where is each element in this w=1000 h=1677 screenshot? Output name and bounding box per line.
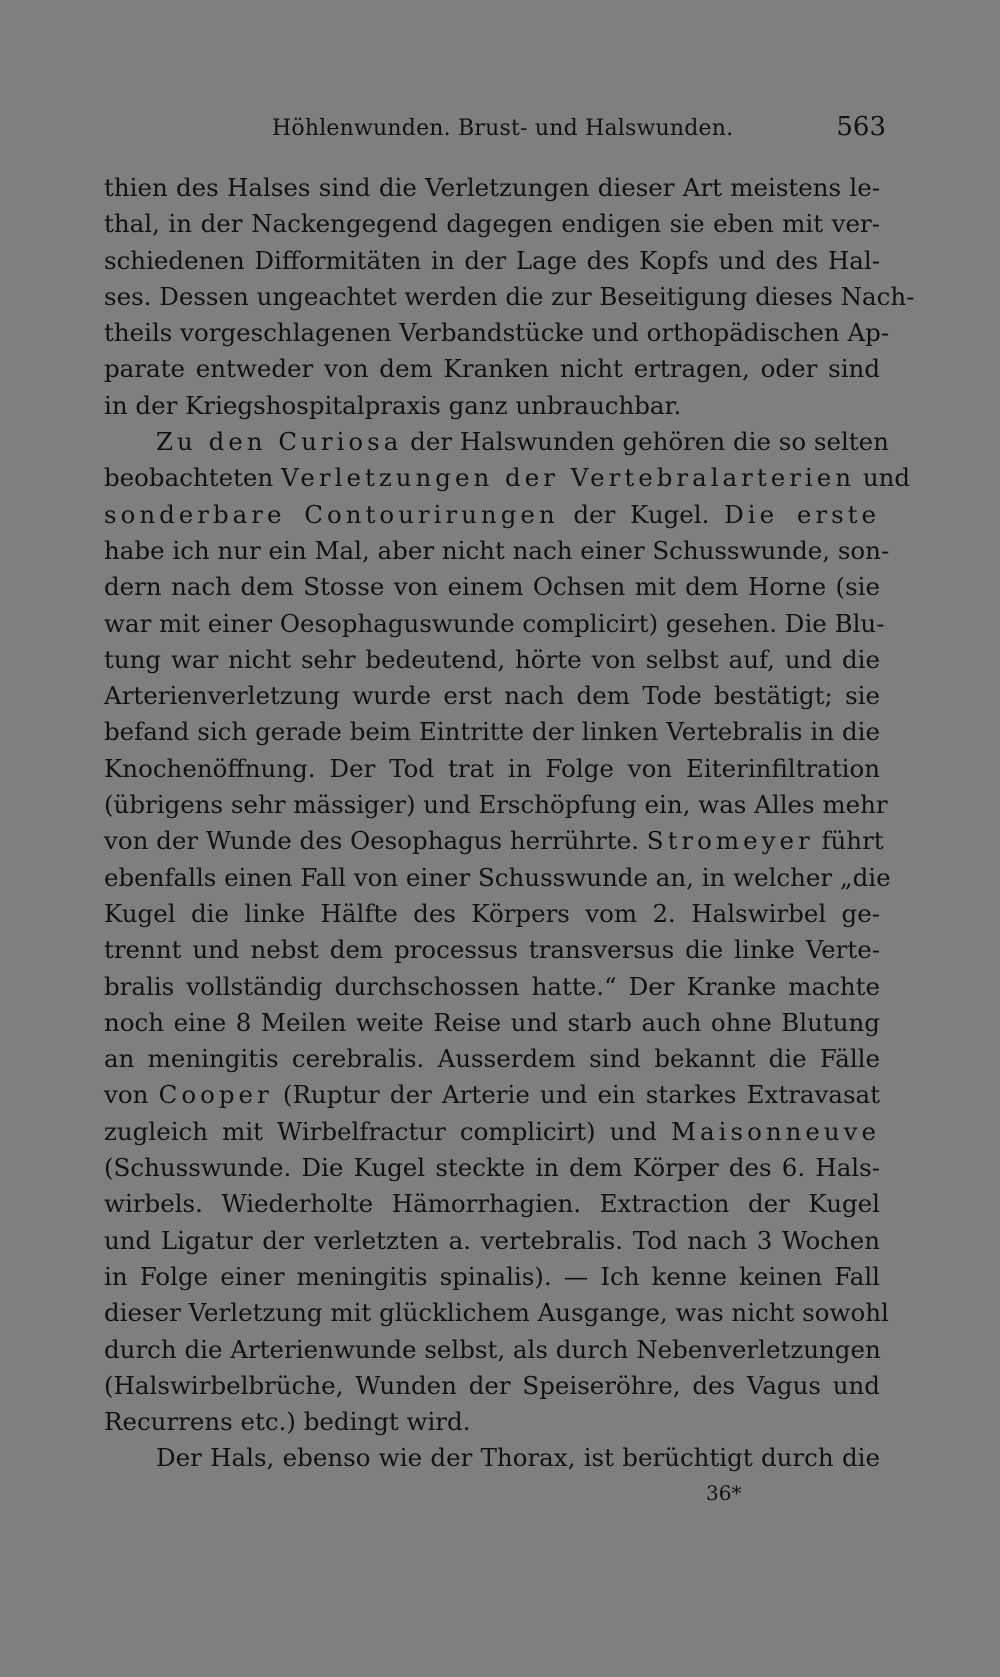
- text-run: ebenfalls einen Fall von einer Schusswunde an, in welcher „die: [104, 862, 891, 892]
- text-run: beobachteten: [104, 463, 281, 493]
- text-run: (Schusswunde. Die Kugel steckte in dem Körper des 6. Hals-: [104, 1153, 880, 1183]
- text-line: [104, 860, 891, 896]
- text-run: der Halswunden gehören die so selten: [402, 427, 889, 457]
- spaced-emphasis: Die erste: [724, 499, 880, 529]
- text-run: durch die Arterienwunde selbst, als durch Nebenverletzungen: [104, 1334, 881, 1364]
- text-line: [104, 1332, 880, 1368]
- text-line: [104, 1041, 880, 1077]
- text-line: [104, 460, 911, 496]
- text-line: [104, 932, 880, 968]
- text-line: [104, 1295, 889, 1331]
- text-run: thal, in der Nackengegend dagegen endigen sie eben mit ver-: [104, 209, 880, 239]
- text-run: Der Hals, ebenso wie der Thorax, ist berüchtigt durch die: [156, 1443, 880, 1473]
- text-run: parate entweder von dem Kranken nicht ertragen, oder sind: [104, 354, 880, 384]
- text-line: [104, 351, 880, 387]
- text-line: [104, 823, 884, 859]
- text-line: [104, 1368, 880, 1404]
- text-line: [104, 787, 888, 823]
- signature-mark: 36*: [706, 1481, 742, 1505]
- text-run: war mit einer Oesophaguswunde complicirt) gesehen. Die Blu-: [104, 608, 885, 638]
- text-run: in Folge einer meningitis spinalis). — Ich kenne keinen Fall: [104, 1261, 880, 1291]
- page-number: 563: [836, 112, 886, 142]
- text-run: und: [855, 463, 911, 493]
- text-run: ses. Dessen ungeachtet werden die zur Beseitigung dieses Nach-: [104, 281, 915, 311]
- text-line: [104, 170, 880, 206]
- text-run: Knochenöffnung. Der Tod trat in Folge von Eiterinfiltration: [104, 753, 880, 783]
- text-line: [104, 1114, 880, 1150]
- text-line: [104, 1186, 880, 1222]
- text-line: [104, 1150, 880, 1186]
- spaced-emphasis: Maisonneuve: [670, 1116, 880, 1146]
- spaced-emphasis: Zu den Curiosa: [156, 427, 403, 457]
- text-run: an meningitis cerebralis. Ausserdem sind bekannt die Fälle: [104, 1044, 880, 1074]
- text-run: von der Wunde des Oesophagus herrührte.: [104, 826, 647, 856]
- text-line: [104, 751, 880, 787]
- text-run: dieser Verletzung mit glücklichem Ausgange, was nicht sowohl: [104, 1298, 889, 1328]
- text-line: [104, 969, 880, 1005]
- spaced-emphasis: Stromeyer: [646, 826, 814, 856]
- text-run: noch eine 8 Meilen weite Reise und starb auch ohne Blutung: [104, 1007, 880, 1037]
- text-line: [104, 206, 880, 242]
- text-run: führt: [813, 826, 884, 856]
- text-run: zugleich mit Wirbelfractur complicirt) und: [104, 1116, 671, 1146]
- text-line: [104, 606, 885, 642]
- text-line: [104, 315, 890, 351]
- spaced-emphasis: Cooper: [158, 1080, 273, 1110]
- text-line: [104, 533, 890, 569]
- text-run: bralis vollständig durchschossen hatte.“ Der Kranke machte: [104, 971, 880, 1001]
- text-run: thien des Halses sind die Verletzungen dieser Art meistens le-: [104, 173, 880, 202]
- text-run: tung war nicht sehr bedeutend, hörte von selbst auf, und die: [104, 644, 880, 674]
- text-run: (Halswirbelbrüche, Wunden der Speiseröhre, des Vagus und: [104, 1370, 880, 1400]
- text-run: und Ligatur der verletzten a. vertebralis. Tod nach 3 Wochen: [104, 1225, 880, 1255]
- text-line: [104, 388, 880, 424]
- text-run: habe ich nur ein Mal, aber nicht nach einer Schusswunde, son-: [104, 535, 890, 565]
- text-run: wirbels. Wiederholte Hämorrhagien. Extraction der Kugel: [104, 1189, 880, 1219]
- text-run: trennt und nebst dem processus transversus die linke Verte-: [104, 935, 880, 965]
- running-head: [106, 112, 886, 148]
- text-line: [104, 642, 880, 678]
- text-run: befand sich gerade beim Eintritte der linken Vertebralis in die: [104, 717, 880, 747]
- text-line: [104, 243, 880, 279]
- text-line: [104, 569, 880, 605]
- text-run: der Kugel.: [558, 499, 725, 529]
- text-line: [104, 678, 880, 714]
- text-line: [104, 1259, 880, 1295]
- text-line: [104, 1077, 880, 1113]
- spaced-emphasis: Verletzungen der Vertebralarterien: [280, 463, 856, 493]
- running-title: Höhlenwunden. Brust- und Halswunden.: [272, 116, 734, 141]
- text-run: (übrigens sehr mässiger) und Erschöpfung ein, was Alles mehr: [104, 790, 888, 820]
- text-line: [104, 424, 889, 460]
- text-line: [104, 279, 915, 315]
- text-line: [104, 1223, 880, 1259]
- text-run: schiedenen Difformitäten in der Lage des Kopfs und des Hal-: [104, 245, 880, 275]
- spaced-emphasis: sonderbare Contourirungen: [104, 499, 559, 529]
- text-line: [104, 1005, 880, 1041]
- text-run: von: [104, 1080, 159, 1110]
- text-run: Recurrens etc.) bedingt wird.: [104, 1407, 471, 1437]
- text-run: in der Kriegshospitalpraxis ganz unbrauchbar.: [104, 390, 682, 420]
- text-run: Kugel die linke Hälfte des Körpers vom 2. Halswirbel ge-: [104, 898, 880, 928]
- body-text: [104, 170, 915, 1477]
- text-line: [104, 497, 880, 533]
- text-line: [104, 1440, 880, 1476]
- text-line: [104, 714, 880, 750]
- text-run: dern nach dem Stosse von einem Ochsen mit dem Horne (sie: [104, 572, 880, 602]
- text-run: theils vorgeschlagenen Verbandstücke und orthopädischen Ap-: [104, 318, 890, 348]
- text-run: (Ruptur der Arterie und ein starkes Extravasat: [272, 1080, 880, 1110]
- text-line: [104, 1404, 880, 1440]
- text-line: [104, 896, 880, 932]
- text-run: Arterienverletzung wurde erst nach dem Tode bestätigt; sie: [104, 681, 880, 711]
